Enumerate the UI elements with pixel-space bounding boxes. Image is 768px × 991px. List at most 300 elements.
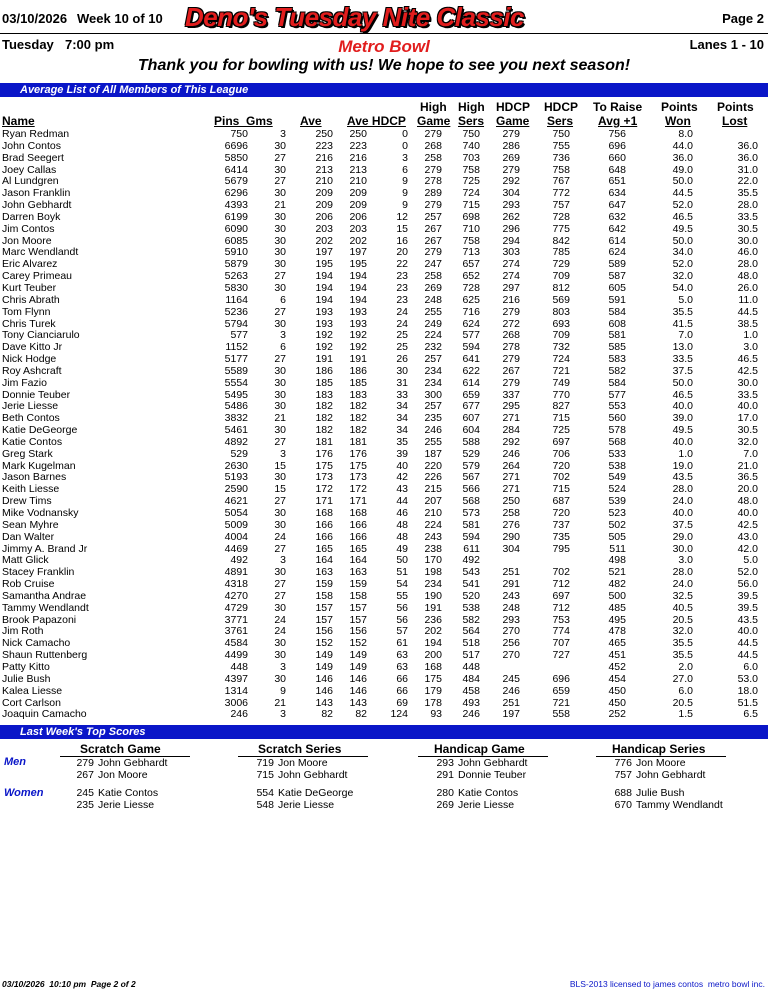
bowler-name: Tammy Wendlandt <box>636 799 723 811</box>
points-lost: 40.0 <box>737 400 758 413</box>
points-won: 1.0 <box>678 447 693 460</box>
handicap: 23 <box>396 270 408 283</box>
points-lost: 39.5 <box>737 601 758 614</box>
average-hdcp-basis: 176 <box>349 447 367 460</box>
points-lost: 36.0 <box>737 139 758 152</box>
points-won: 29.0 <box>672 530 693 543</box>
high-series: 484 <box>462 672 480 685</box>
average: 157 <box>315 613 333 626</box>
average-hdcp-basis: 152 <box>349 637 367 650</box>
pins: 5830 <box>224 281 248 294</box>
hdcp-series: 569 <box>552 293 570 306</box>
bowler-name: Jerie Liesse <box>458 799 515 811</box>
hdcp-series: 720 <box>552 459 570 472</box>
col-to-raise-top: To Raise <box>593 100 643 114</box>
col-ave-hdcp: Ave HDCP <box>347 114 406 128</box>
points-won: 50.0 <box>672 175 693 188</box>
games: 30 <box>274 566 286 579</box>
average-hdcp-basis: 195 <box>349 258 367 271</box>
hdcp-series: 758 <box>552 163 570 176</box>
hdcp-series: 715 <box>552 483 570 496</box>
handicap: 9 <box>402 175 408 188</box>
bowler-name: Katie Contos <box>458 787 519 799</box>
col-hdcp-game: Game <box>496 114 530 128</box>
handicap: 23 <box>396 293 408 306</box>
table-row <box>0 579 768 591</box>
to-raise-avg: 647 <box>608 199 626 212</box>
points-lost: 7.0 <box>743 447 758 460</box>
score: 291 <box>436 769 454 781</box>
points-lost: 42.0 <box>737 542 758 555</box>
average-hdcp-basis: 146 <box>349 684 367 697</box>
average-hdcp-basis: 250 <box>349 128 367 140</box>
table-row <box>0 212 768 224</box>
bowler-name: Carey Primeau <box>2 270 73 283</box>
hdcp-game: 296 <box>502 222 520 235</box>
handicap: 30 <box>396 364 408 377</box>
high-game: 236 <box>424 613 442 626</box>
score: 280 <box>436 787 454 799</box>
table-row <box>0 615 768 627</box>
average: 216 <box>315 151 333 164</box>
average: 213 <box>315 163 333 176</box>
points-won: 7.0 <box>678 329 693 342</box>
points-won: 49.0 <box>672 163 693 176</box>
handicap: 22 <box>396 258 408 271</box>
col-ave: Ave <box>300 114 322 128</box>
top-score-entry <box>610 769 705 781</box>
table-row <box>0 176 768 188</box>
to-raise-avg: 252 <box>608 708 626 721</box>
average-hdcp-basis: 194 <box>349 281 367 294</box>
high-series: 538 <box>462 601 480 614</box>
games: 27 <box>274 151 286 164</box>
average-list-table <box>0 129 768 721</box>
handicap: 3 <box>402 151 408 164</box>
points-won: 3.0 <box>678 554 693 567</box>
bowler-name: Nick Camacho <box>2 637 71 650</box>
handicap: 63 <box>396 660 408 673</box>
table-row <box>0 153 768 165</box>
average-hdcp-basis: 156 <box>349 625 367 638</box>
bowler-name: Dave Kitto Jr <box>2 341 63 354</box>
handicap: 33 <box>396 388 408 401</box>
points-lost: 32.0 <box>737 435 758 448</box>
high-game: 224 <box>424 518 442 531</box>
average: 191 <box>315 353 333 366</box>
games: 30 <box>274 388 286 401</box>
hdcp-game: 293 <box>502 199 520 212</box>
games: 30 <box>274 471 286 484</box>
top-score-entry <box>72 787 158 799</box>
to-raise-avg: 539 <box>608 495 626 508</box>
col-points-lost: Lost <box>722 114 748 128</box>
high-series: 716 <box>462 305 480 318</box>
bowler-name: Tom Flynn <box>2 305 51 318</box>
pins: 4397 <box>224 672 248 685</box>
games: 30 <box>274 246 286 259</box>
pins: 2590 <box>224 483 248 496</box>
to-raise-avg: 634 <box>608 187 626 200</box>
high-series: 614 <box>462 376 480 389</box>
points-lost: 48.0 <box>737 495 758 508</box>
average: 146 <box>315 684 333 697</box>
hdcp-game: 279 <box>502 163 520 176</box>
bowler-name: Dan Walter <box>2 530 55 543</box>
average: 164 <box>315 554 333 567</box>
table-row <box>0 141 768 153</box>
to-raise-avg: 452 <box>608 660 626 673</box>
pins: 6296 <box>224 187 248 200</box>
table-row <box>0 342 768 354</box>
high-game: 187 <box>424 447 442 460</box>
points-lost: 20.0 <box>737 483 758 496</box>
pins: 4891 <box>224 566 248 579</box>
hdcp-series: 697 <box>552 435 570 448</box>
to-raise-avg: 502 <box>608 518 626 531</box>
col-high-game: Game <box>417 114 451 128</box>
to-raise-avg: 605 <box>608 281 626 294</box>
games: 6 <box>280 293 286 306</box>
hdcp-game: 271 <box>502 483 520 496</box>
top-score-entry <box>72 757 167 769</box>
high-game: 279 <box>424 199 442 212</box>
handicap: 0 <box>402 128 408 140</box>
bowler-name: Samantha Andrae <box>2 589 87 602</box>
to-raise-avg: 578 <box>608 424 626 437</box>
points-won: 52.0 <box>672 199 693 212</box>
average: 197 <box>315 246 333 259</box>
high-game: 207 <box>424 495 442 508</box>
average-hdcp-basis: 206 <box>349 210 367 223</box>
points-lost: 18.0 <box>737 684 758 697</box>
handicap: 49 <box>396 542 408 555</box>
high-game: 202 <box>424 625 442 638</box>
score: 715 <box>256 769 274 781</box>
pins: 4729 <box>224 601 248 614</box>
average-hdcp-basis: 223 <box>349 139 367 152</box>
average: 182 <box>315 424 333 437</box>
handicap: 48 <box>396 518 408 531</box>
top-score-entry <box>610 757 686 769</box>
bowler-name: Katie Contos <box>2 435 63 448</box>
average: 181 <box>315 435 333 448</box>
to-raise-avg: 498 <box>608 554 626 567</box>
pins: 4270 <box>224 589 248 602</box>
points-lost: 35.5 <box>737 187 758 200</box>
high-series: 517 <box>462 649 480 662</box>
score: 688 <box>614 787 632 799</box>
handicap: 63 <box>396 649 408 662</box>
hdcp-game: 304 <box>502 187 520 200</box>
score: 554 <box>256 787 274 799</box>
bowler-name: Sean Myhre <box>2 518 59 531</box>
high-series: 588 <box>462 435 480 448</box>
pins: 5850 <box>224 151 248 164</box>
high-series: 448 <box>462 660 480 673</box>
high-series: 758 <box>462 163 480 176</box>
average-hdcp-basis: 166 <box>349 518 367 531</box>
bowler-name: Greg Stark <box>2 447 53 460</box>
pins: 492 <box>230 554 248 567</box>
points-won: 41.5 <box>672 317 693 330</box>
points-lost: 46.0 <box>737 246 758 259</box>
pins: 3832 <box>224 412 248 425</box>
points-won: 32.5 <box>672 589 693 602</box>
high-series: 543 <box>462 566 480 579</box>
score: 776 <box>614 757 632 769</box>
games: 30 <box>274 317 286 330</box>
points-lost: 36.5 <box>737 471 758 484</box>
handicap: 48 <box>396 530 408 543</box>
hdcp-game: 250 <box>502 495 520 508</box>
pins: 4499 <box>224 649 248 662</box>
bowler-name: Matt Glick <box>2 554 49 567</box>
table-row <box>0 674 768 686</box>
hdcp-series: 729 <box>552 258 570 271</box>
average: 158 <box>315 589 333 602</box>
heading-handicap-game: Handicap Game <box>434 742 525 756</box>
high-series: 758 <box>462 234 480 247</box>
points-won: 13.0 <box>672 341 693 354</box>
games: 24 <box>274 530 286 543</box>
average: 172 <box>315 483 333 496</box>
hdcp-series: 803 <box>552 305 570 318</box>
points-won: 46.5 <box>672 388 693 401</box>
high-series: 567 <box>462 471 480 484</box>
points-won: 54.0 <box>672 281 693 294</box>
score: 757 <box>614 769 632 781</box>
bowler-name: Brad Seegert <box>2 151 64 164</box>
average: 149 <box>315 649 333 662</box>
hdcp-series: 702 <box>552 566 570 579</box>
to-raise-avg: 500 <box>608 589 626 602</box>
high-game: 215 <box>424 483 442 496</box>
handicap: 16 <box>396 234 408 247</box>
col-name: Name <box>2 114 35 128</box>
average-hdcp-basis: 165 <box>349 542 367 555</box>
high-game: 232 <box>424 341 442 354</box>
hdcp-series: 696 <box>552 672 570 685</box>
pins: 5461 <box>224 424 248 437</box>
points-won: 44.0 <box>672 139 693 152</box>
to-raise-avg: 560 <box>608 412 626 425</box>
hdcp-game: 197 <box>502 708 520 721</box>
table-row <box>0 544 768 556</box>
to-raise-avg: 591 <box>608 293 626 306</box>
hdcp-game: 279 <box>502 305 520 318</box>
points-won: 32.0 <box>672 625 693 638</box>
average: 156 <box>315 625 333 638</box>
table-row <box>0 271 768 283</box>
average: 193 <box>315 317 333 330</box>
to-raise-avg: 523 <box>608 507 626 519</box>
games: 30 <box>274 376 286 389</box>
average-hdcp-basis: 192 <box>349 341 367 354</box>
average-hdcp-basis: 163 <box>349 566 367 579</box>
bowler-name: Chris Turek <box>2 317 56 330</box>
games: 15 <box>274 483 286 496</box>
average: 143 <box>315 696 333 709</box>
points-won: 40.0 <box>672 400 693 413</box>
points-lost: 21.0 <box>737 459 758 472</box>
top-score-entry <box>610 799 723 811</box>
hdcp-series: 812 <box>552 281 570 294</box>
high-series: 641 <box>462 353 480 366</box>
pins: 4469 <box>224 542 248 555</box>
average-hdcp-basis: 194 <box>349 270 367 283</box>
high-series: 624 <box>462 317 480 330</box>
handicap: 40 <box>396 459 408 472</box>
points-won: 39.0 <box>672 412 693 425</box>
high-game: 248 <box>424 293 442 306</box>
average: 173 <box>315 471 333 484</box>
high-series: 579 <box>462 459 480 472</box>
high-game: 191 <box>424 601 442 614</box>
hdcp-series: 712 <box>552 578 570 591</box>
to-raise-avg: 450 <box>608 684 626 697</box>
high-series: 698 <box>462 210 480 223</box>
pins: 5589 <box>224 364 248 377</box>
handicap: 124 <box>390 708 408 721</box>
points-won: 34.0 <box>672 246 693 259</box>
average: 250 <box>315 128 333 140</box>
pins: 3006 <box>224 696 248 709</box>
hdcp-series: 659 <box>552 684 570 697</box>
hdcp-game: 270 <box>502 625 520 638</box>
handicap: 6 <box>402 163 408 176</box>
hdcp-game: 256 <box>502 637 520 650</box>
games: 3 <box>280 708 286 721</box>
table-row <box>0 354 768 366</box>
games: 27 <box>274 270 286 283</box>
points-won: 50.0 <box>672 234 693 247</box>
to-raise-avg: 538 <box>608 459 626 472</box>
footer-print-info: 03/10/2026 10:10 pm Page 2 of 2 <box>2 979 136 989</box>
points-lost: 31.0 <box>737 163 758 176</box>
pins: 5009 <box>224 518 248 531</box>
handicap: 54 <box>396 578 408 591</box>
to-raise-avg: 478 <box>608 625 626 638</box>
average-hdcp-basis: 175 <box>349 459 367 472</box>
pins: 5486 <box>224 400 248 413</box>
pins: 1314 <box>224 684 248 697</box>
top-score-entry <box>252 787 353 799</box>
high-series: 710 <box>462 222 480 235</box>
games: 30 <box>274 281 286 294</box>
hdcp-game: 267 <box>502 364 520 377</box>
handicap: 24 <box>396 317 408 330</box>
to-raise-avg: 614 <box>608 234 626 247</box>
points-won: 8.0 <box>678 128 693 140</box>
games: 21 <box>274 199 286 212</box>
hdcp-game: 278 <box>502 341 520 354</box>
points-lost: 53.0 <box>737 672 758 685</box>
high-game: 238 <box>424 542 442 555</box>
hdcp-game: 248 <box>502 601 520 614</box>
points-lost: 56.0 <box>737 578 758 591</box>
table-row <box>0 366 768 378</box>
table-row <box>0 319 768 331</box>
average-hdcp-basis: 181 <box>349 435 367 448</box>
hdcp-series: 725 <box>552 424 570 437</box>
points-won: 40.0 <box>672 435 693 448</box>
handicap: 50 <box>396 554 408 567</box>
table-row <box>0 188 768 200</box>
high-series: 728 <box>462 281 480 294</box>
games: 30 <box>274 400 286 413</box>
points-won: 20.5 <box>672 613 693 626</box>
hdcp-game: 246 <box>502 684 520 697</box>
bowler-name: Jason Franklin <box>2 187 71 200</box>
bowler-name: Julie Bush <box>636 787 685 799</box>
points-lost: 17.0 <box>737 412 758 425</box>
hdcp-series: 767 <box>552 175 570 188</box>
high-game: 194 <box>424 637 442 650</box>
bowler-name: Jon Moore <box>278 757 328 769</box>
footer-license: BLS-2013 licensed to james contos metro bowl inc. <box>569 979 765 989</box>
average-hdcp-basis: 171 <box>349 495 367 508</box>
to-raise-avg: 495 <box>608 613 626 626</box>
bowler-name: John Gebhardt <box>2 199 72 212</box>
hdcp-series: 724 <box>552 353 570 366</box>
handicap: 23 <box>396 281 408 294</box>
to-raise-avg: 584 <box>608 305 626 318</box>
games: 27 <box>274 435 286 448</box>
pins: 6090 <box>224 222 248 235</box>
high-game: 234 <box>424 364 442 377</box>
to-raise-avg: 450 <box>608 696 626 709</box>
high-series: 750 <box>462 128 480 140</box>
points-lost: 26.0 <box>737 281 758 294</box>
pins: 4393 <box>224 199 248 212</box>
high-series: 625 <box>462 293 480 306</box>
table-row <box>0 200 768 212</box>
games: 30 <box>274 234 286 247</box>
points-won: 46.5 <box>672 210 693 223</box>
table-row <box>0 508 768 520</box>
col-high-sers: Sers <box>458 114 485 128</box>
average: 146 <box>315 672 333 685</box>
points-lost: 51.5 <box>737 696 758 709</box>
to-raise-avg: 577 <box>608 388 626 401</box>
average-hdcp-basis: 210 <box>349 175 367 188</box>
table-row <box>0 555 768 567</box>
games: 24 <box>274 625 286 638</box>
points-won: 28.0 <box>672 483 693 496</box>
average-hdcp-basis: 173 <box>349 471 367 484</box>
to-raise-avg: 451 <box>608 649 626 662</box>
average-list-section-title: Average List of All Members of This League <box>20 84 249 96</box>
games: 30 <box>274 210 286 223</box>
points-lost: 30.0 <box>737 376 758 389</box>
high-series: 518 <box>462 637 480 650</box>
score: 245 <box>76 787 94 799</box>
high-game: 224 <box>424 329 442 342</box>
bowler-name: Katie DeGeorge <box>2 424 78 437</box>
table-row <box>0 650 768 662</box>
average: 149 <box>315 660 333 673</box>
to-raise-avg: 587 <box>608 270 626 283</box>
heading-handicap-series: Handicap Series <box>612 742 706 756</box>
thank-you-message: Thank you for bowling with us! We hope to see you next season! <box>137 57 631 74</box>
men-label: Men <box>4 756 26 768</box>
pins: 750 <box>230 128 248 140</box>
handicap: 66 <box>396 672 408 685</box>
average: 209 <box>315 199 333 212</box>
col-hdcp-sers: Sers <box>547 114 574 128</box>
high-series: 458 <box>462 684 480 697</box>
